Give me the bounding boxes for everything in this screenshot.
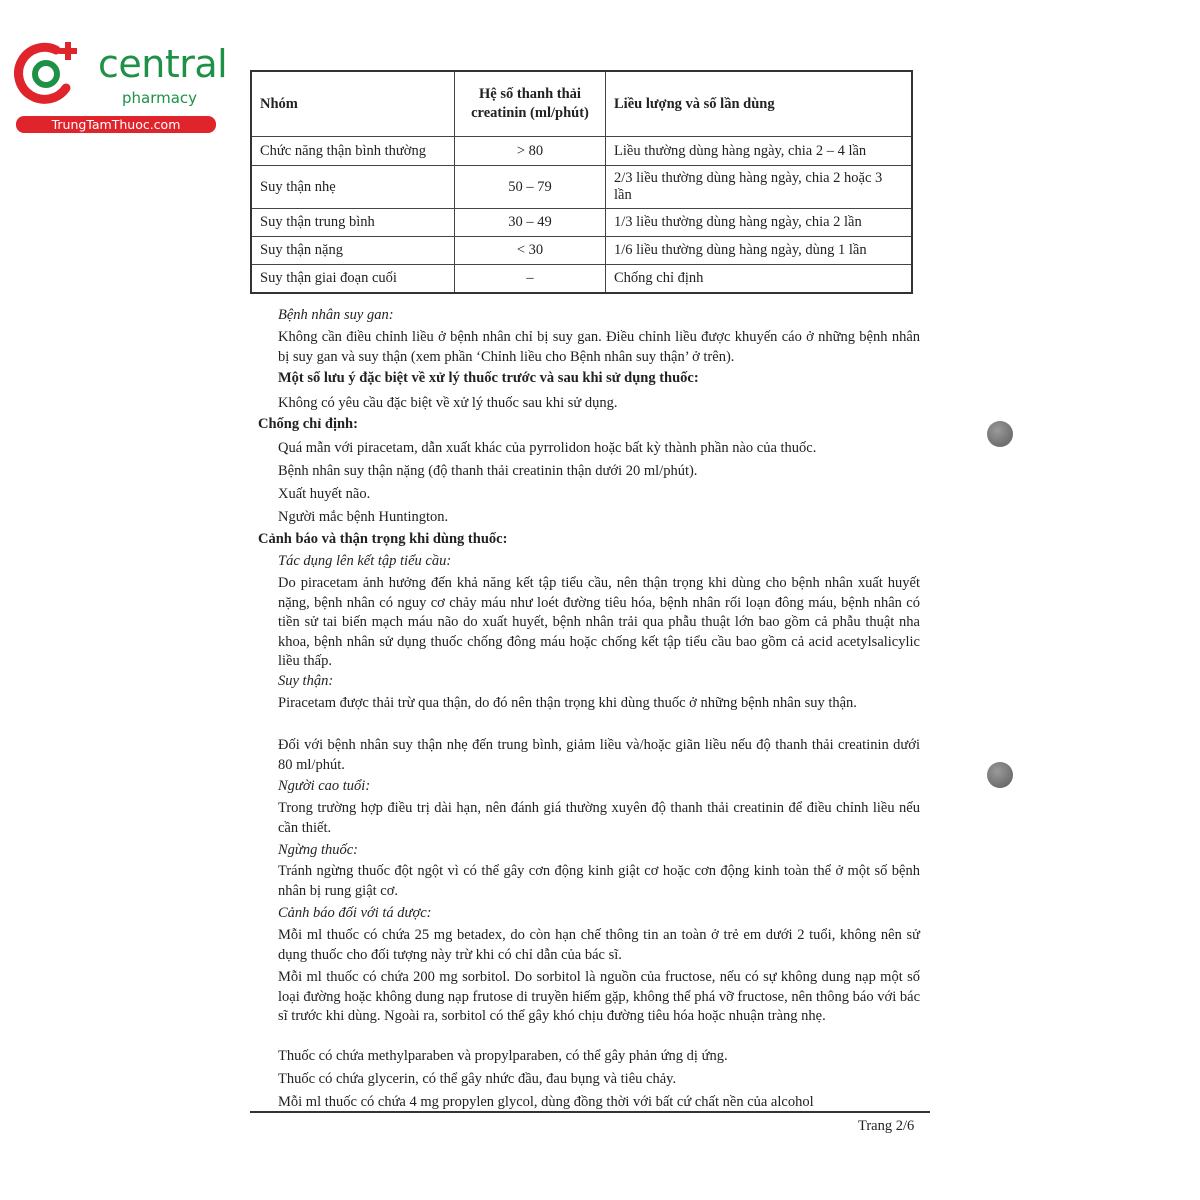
table-cell: Suy thận trung bình [251,209,455,237]
table-cell: – [455,265,606,294]
table-cell: Chống chỉ định [606,265,913,294]
table-row [251,237,912,265]
table-cell: > 80 [455,137,606,166]
list-item: Người mắc bệnh Huntington. [278,509,449,525]
table-row [251,209,912,237]
table-cell: < 30 [455,237,606,265]
paragraph-excipient-4: Thuốc có chứa glycerin, có thể gây nhức đầu, đau bụng và tiêu chảy. [278,1071,677,1087]
section-subheading-discontinuation: Ngừng thuốc: [278,842,358,858]
table-cell: Liều thường dùng hàng ngày, chia 2 – 4 lần [606,137,913,166]
footer-divider [250,1111,930,1113]
central-pharmacy-logo-icon [10,36,88,106]
table-header-cell: Liều lượng và số lần dùng [606,71,913,137]
table-row [251,137,912,166]
paragraph-excipient-2: Mỗi ml thuốc có chứa 200 mg sorbitol. Do sorbitol là nguồn của fructose, nếu có sự không dung nạp một số loại đường hoặc không dung nạp frutose di truyền hiếm gặp, không thể phá vỡ fructose, nên thông báo với bác sĩ trước khi dùng. Ngoài ra, sorbitol có thể gây khó chịu đường tiêu hóa hoặc nhuận tràng nhẹ. [278,969,920,1024]
section-heading-warnings: Cảnh báo và thận trọng khi dùng thuốc: [258,531,508,547]
table-cell: 1/3 liều thường dùng hàng ngày, chia 2 lần [606,209,913,237]
list-item: Bệnh nhân suy thận nặng (độ thanh thải creatinin thận dưới 20 ml/phút). [278,463,698,479]
table-header-cell: Nhóm [251,71,455,137]
paragraph-renal-2: Đối với bệnh nhân suy thận nhẹ đến trung bình, giảm liều và/hoặc giãn liều nếu độ thanh thải creatinin dưới 80 ml/phút. [278,737,920,773]
list-item: Quá mẫn với piracetam, dẫn xuất khác của pyrrolidon hoặc bất kỳ thành phần nào của thuốc. [278,440,817,456]
punch-hole [987,762,1013,788]
punch-hole [987,421,1013,447]
table-cell: Suy thận nhẹ [251,166,455,209]
paragraph-excipient-3: Thuốc có chứa methylparaben và propylparaben, có thể gây phản ứng dị ứng. [278,1048,728,1064]
page-number: Trang 2/6 [858,1118,915,1134]
brand-name: central [98,42,228,86]
table-cell: Suy thận giai đoạn cuối [251,265,455,294]
table-row [251,265,912,294]
paragraph-excipient-1: Mỗi ml thuốc có chứa 25 mg betadex, do còn hạn chế thông tin an toàn ở trẻ em dưới 2 tuổi, không nên sử dụng thuốc cho đối tượng này trừ khi có chỉ dẫn của bác sĩ. [278,927,920,963]
section-subheading-platelet: Tác dụng lên kết tập tiểu cầu: [278,553,452,569]
table-cell: Suy thận nặng [251,237,455,265]
section-subheading-liver: Bệnh nhân suy gan: [278,307,394,323]
brand-url: TrungTamThuoc.com [16,116,216,133]
table-cell: 1/6 liều thường dùng hàng ngày, dùng 1 lần [606,237,913,265]
paragraph-liver: Không cần điều chỉnh liều ở bệnh nhân chỉ bị suy gan. Điều chỉnh liều được khuyến cáo ở những bệnh nhân bị suy gan và suy thận (xem phần ‘Chỉnh liều cho Bệnh nhân suy thận’ ở trên). [278,329,920,365]
paragraph-discontinuation: Tránh ngừng thuốc đột ngột vì có thể gây cơn động kinh giật cơ hoặc cơn động kinh toàn thể ở một số bệnh nhân bị rung giật cơ. [278,863,920,899]
dosage-table [250,70,913,294]
paragraph-renal-1: Piracetam được thải trừ qua thận, do đó nên thận trọng khi dùng thuốc ở những bệnh nhân suy thận. [278,695,857,711]
list-item: Xuất huyết não. [278,486,371,502]
paragraph-handling: Không có yêu cầu đặc biệt về xử lý thuốc sau khi sử dụng. [278,395,618,411]
section-subheading-excipients: Cảnh báo đối với tá dược: [278,905,432,921]
table-cell: 50 – 79 [455,166,606,209]
table-cell: 30 – 49 [455,209,606,237]
paragraph-platelet: Do piracetam ảnh hưởng đến khả năng kết tập tiểu cầu, nên thận trọng khi dùng cho bệnh nhân xuất huyết nặng, bệnh nhân có nguy cơ chảy máu như loét đường tiêu hóa, bệnh nhân rối loạn đông máu, bệnh nhân có tiền sử tai biến mạch máu não do xuất huyết, bệnh nhân trải qua phẫu thuật lớn bao gồm cả phẫu thuật nha khoa, bệnh nhân sử dụng thuốc chống đông máu hoặc chống kết tập tiểu cầu bao gồm cả acid acetylsalicylic liều thấp. [278,575,920,669]
brand-subtitle: pharmacy [122,89,198,107]
section-subheading-renal: Suy thận: [278,673,334,689]
section-heading-contraindications: Chống chỉ định: [258,416,358,432]
table-header-cell: Hệ số thanh thải creatinin (ml/phút) [455,71,606,137]
table-row [251,166,912,209]
table-header-row [251,71,912,137]
table-cell: Chức năng thận bình thường [251,137,455,166]
section-heading-handling: Một số lưu ý đặc biệt về xử lý thuốc trước và sau khi sử dụng thuốc: [278,370,699,386]
paragraph-excipient-5: Mỗi ml thuốc có chứa 4 mg propylen glycol, dùng đồng thời với bất cứ chất nền của alcohol [278,1094,814,1110]
table-cell: 2/3 liều thường dùng hàng ngày, chia 2 hoặc 3 lần [606,166,913,209]
brand-logo [10,36,228,136]
paragraph-elderly: Trong trường hợp điều trị dài hạn, nên đánh giá thường xuyên độ thanh thải creatinin để điều chỉnh liều nếu cần thiết. [278,800,920,836]
section-subheading-elderly: Người cao tuổi: [278,778,371,794]
